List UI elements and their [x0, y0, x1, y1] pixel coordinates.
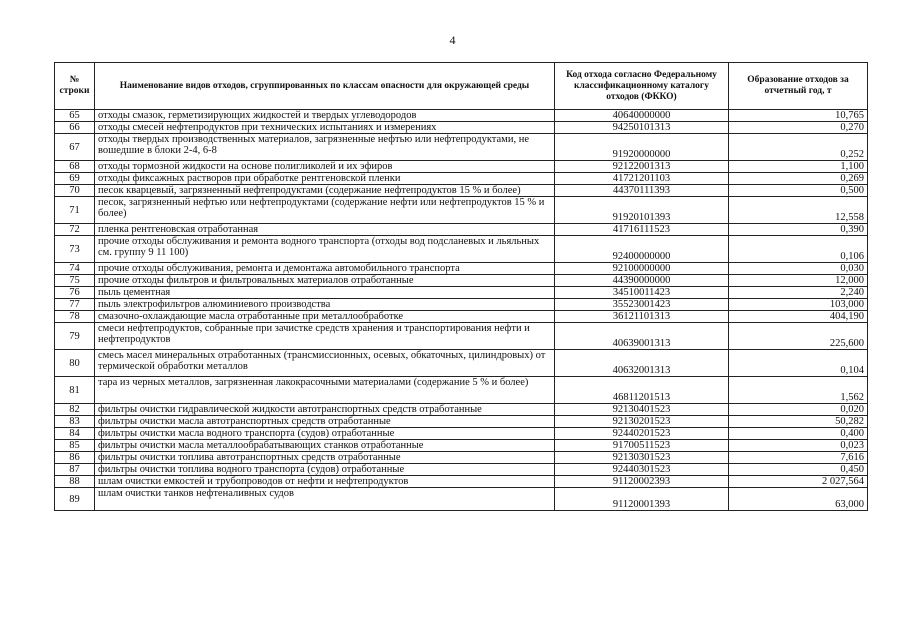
waste-name: прочие отходы обслуживания, ремонта и демонтажа автомобильного транспорта: [95, 263, 555, 275]
fkko-code: 41721201103: [555, 173, 729, 185]
waste-amount: 0,500: [729, 185, 868, 197]
fkko-code: 91700511523: [555, 440, 729, 452]
row-number: 89: [55, 488, 95, 511]
row-number: 77: [55, 299, 95, 311]
waste-name: фильтры очистки гидравлической жидкости автотранспортных средств отработанные: [95, 404, 555, 416]
header-waste-name: Наименование видов отходов, сгруппированных по классам опасности для окружающей среды: [95, 63, 555, 110]
waste-amount: 7,616: [729, 452, 868, 464]
table-row: [55, 224, 868, 236]
waste-amount: 0,106: [729, 236, 868, 263]
row-number: 66: [55, 122, 95, 134]
waste-name: шлам очистки танков нефтеналивных судов: [95, 488, 555, 511]
table-row: [55, 476, 868, 488]
table-body: [55, 110, 868, 511]
header-row-number: № строки: [55, 63, 95, 110]
fkko-code: 91120002393: [555, 476, 729, 488]
waste-name: прочие отходы фильтров и фильтровальных материалов отработанные: [95, 275, 555, 287]
fkko-code: 46811201513: [555, 377, 729, 404]
waste-name: отходы тормозной жидкости на основе полигликолей и их эфиров: [95, 161, 555, 173]
table-row: [55, 311, 868, 323]
table-row: [55, 464, 868, 476]
table-row: [55, 161, 868, 173]
fkko-code: 92130201523: [555, 416, 729, 428]
row-number: 80: [55, 350, 95, 377]
fkko-code: 44370111393: [555, 185, 729, 197]
waste-amount: 0,270: [729, 122, 868, 134]
table-row: [55, 404, 868, 416]
fkko-code: 91920000000: [555, 134, 729, 161]
fkko-code: 94250101313: [555, 122, 729, 134]
table-row: [55, 197, 868, 224]
row-number: 83: [55, 416, 95, 428]
waste-amount: 0,252: [729, 134, 868, 161]
fkko-code: 41716111523: [555, 224, 729, 236]
waste-name: отходы фиксажных растворов при обработке рентгеновской пленки: [95, 173, 555, 185]
waste-amount: 103,000: [729, 299, 868, 311]
row-number: 82: [55, 404, 95, 416]
waste-amount: 2 027,564: [729, 476, 868, 488]
row-number: 85: [55, 440, 95, 452]
table-row: [55, 185, 868, 197]
waste-name: фильтры очистки масла автотранспортных средств отработанные: [95, 416, 555, 428]
waste-name: смазочно-охлаждающие масла отработанные при металлообработке: [95, 311, 555, 323]
waste-amount: 225,600: [729, 323, 868, 350]
row-number: 88: [55, 476, 95, 488]
waste-amount: 0,450: [729, 464, 868, 476]
waste-amount: 63,000: [729, 488, 868, 511]
fkko-code: 40632001313: [555, 350, 729, 377]
waste-amount: 50,282: [729, 416, 868, 428]
waste-name: смесь масел минеральных отработанных (трансмиссионных, осевых, обкаточных, цилиндровых) от термической обработки металлов: [95, 350, 555, 377]
waste-amount: 0,023: [729, 440, 868, 452]
fkko-code: 92122001313: [555, 161, 729, 173]
fkko-code: 92440301523: [555, 464, 729, 476]
waste-table: [54, 62, 868, 511]
waste-name: пленка рентгеновская отработанная: [95, 224, 555, 236]
table-row: [55, 110, 868, 122]
fkko-code: 36121101313: [555, 311, 729, 323]
waste-amount: 404,190: [729, 311, 868, 323]
table-row: [55, 263, 868, 275]
waste-name: пыль цементная: [95, 287, 555, 299]
table-row: [55, 134, 868, 161]
row-number: 74: [55, 263, 95, 275]
table-row: [55, 173, 868, 185]
waste-amount: 0,400: [729, 428, 868, 440]
fkko-code: 91920101393: [555, 197, 729, 224]
fkko-code: 91120001393: [555, 488, 729, 511]
table-row: [55, 350, 868, 377]
row-number: 75: [55, 275, 95, 287]
row-number: 79: [55, 323, 95, 350]
row-number: 70: [55, 185, 95, 197]
table-row: [55, 275, 868, 287]
fkko-code: 92130401523: [555, 404, 729, 416]
waste-name: смеси нефтепродуктов, собранные при зачистке средств хранения и транспортирования нефти и нефтепродуктов: [95, 323, 555, 350]
table-row: [55, 122, 868, 134]
row-number: 78: [55, 311, 95, 323]
table-row: [55, 287, 868, 299]
table-row: [55, 377, 868, 404]
waste-amount: 0,269: [729, 173, 868, 185]
table-row: [55, 299, 868, 311]
waste-name: фильтры очистки масла водного транспорта (судов) отработанные: [95, 428, 555, 440]
row-number: 87: [55, 464, 95, 476]
row-number: 69: [55, 173, 95, 185]
waste-amount: 10,765: [729, 110, 868, 122]
row-number: 81: [55, 377, 95, 404]
header-amount: Образование отходов за отчетный год, т: [729, 63, 868, 110]
row-number: 72: [55, 224, 95, 236]
waste-amount: 1,562: [729, 377, 868, 404]
waste-name: фильтры очистки масла металлообрабатывающих станков отработанные: [95, 440, 555, 452]
waste-name: песок кварцевый, загрязненный нефтепродуктами (содержание нефтепродуктов 15 % и более): [95, 185, 555, 197]
waste-amount: 12,000: [729, 275, 868, 287]
waste-name: шлам очистки емкостей и трубопроводов от нефти и нефтепродуктов: [95, 476, 555, 488]
waste-name: прочие отходы обслуживания и ремонта водного транспорта (отходы вод подсланевых и льяльных см. группу 9 11 100): [95, 236, 555, 263]
fkko-code: 92400000000: [555, 236, 729, 263]
table-row: [55, 323, 868, 350]
waste-amount: 0,030: [729, 263, 868, 275]
header-fkko-code: Код отхода согласно Федеральному классификационному каталогу отходов (ФККО): [555, 63, 729, 110]
waste-name: отходы смесей нефтепродуктов при технических испытаниях и измерениях: [95, 122, 555, 134]
fkko-code: 35523001423: [555, 299, 729, 311]
waste-name: фильтры очистки топлива водного транспорта (судов) отработанные: [95, 464, 555, 476]
row-number: 76: [55, 287, 95, 299]
row-number: 65: [55, 110, 95, 122]
waste-amount: 0,104: [729, 350, 868, 377]
row-number: 86: [55, 452, 95, 464]
waste-amount: 2,240: [729, 287, 868, 299]
waste-name: отходы твердых производственных материалов, загрязненные нефтью или нефтепродуктами, не вошедшие в блоки 2-4, 6-8: [95, 134, 555, 161]
fkko-code: 40640000000: [555, 110, 729, 122]
waste-amount: 12,558: [729, 197, 868, 224]
waste-name: фильтры очистки топлива автотранспортных средств отработанные: [95, 452, 555, 464]
row-number: 84: [55, 428, 95, 440]
row-number: 68: [55, 161, 95, 173]
table-row: [55, 440, 868, 452]
waste-amount: 0,020: [729, 404, 868, 416]
row-number: 71: [55, 197, 95, 224]
table-row: [55, 236, 868, 263]
waste-amount: 0,390: [729, 224, 868, 236]
table-row: [55, 452, 868, 464]
page-number: 4: [449, 33, 456, 47]
fkko-code: 92130301523: [555, 452, 729, 464]
table-row: [55, 428, 868, 440]
fkko-code: 40639001313: [555, 323, 729, 350]
table-row: [55, 416, 868, 428]
table-row: [55, 488, 868, 511]
row-number: 67: [55, 134, 95, 161]
waste-name: песок, загрязненный нефтью или нефтепродуктами (содержание нефти или нефтепродуктов 15 % и более): [95, 197, 555, 224]
waste-name: пыль электрофильтров алюминиевого производства: [95, 299, 555, 311]
table-header-row: [55, 63, 868, 110]
row-number: 73: [55, 236, 95, 263]
fkko-code: 92100000000: [555, 263, 729, 275]
waste-name: отходы смазок, герметизирующих жидкостей и твердых углеводородов: [95, 110, 555, 122]
waste-amount: 1,100: [729, 161, 868, 173]
fkko-code: 34510011423: [555, 287, 729, 299]
waste-name: тара из черных металлов, загрязненная лакокрасочными материалами (содержание 5 % и более): [95, 377, 555, 404]
fkko-code: 44390000000: [555, 275, 729, 287]
fkko-code: 92440201523: [555, 428, 729, 440]
